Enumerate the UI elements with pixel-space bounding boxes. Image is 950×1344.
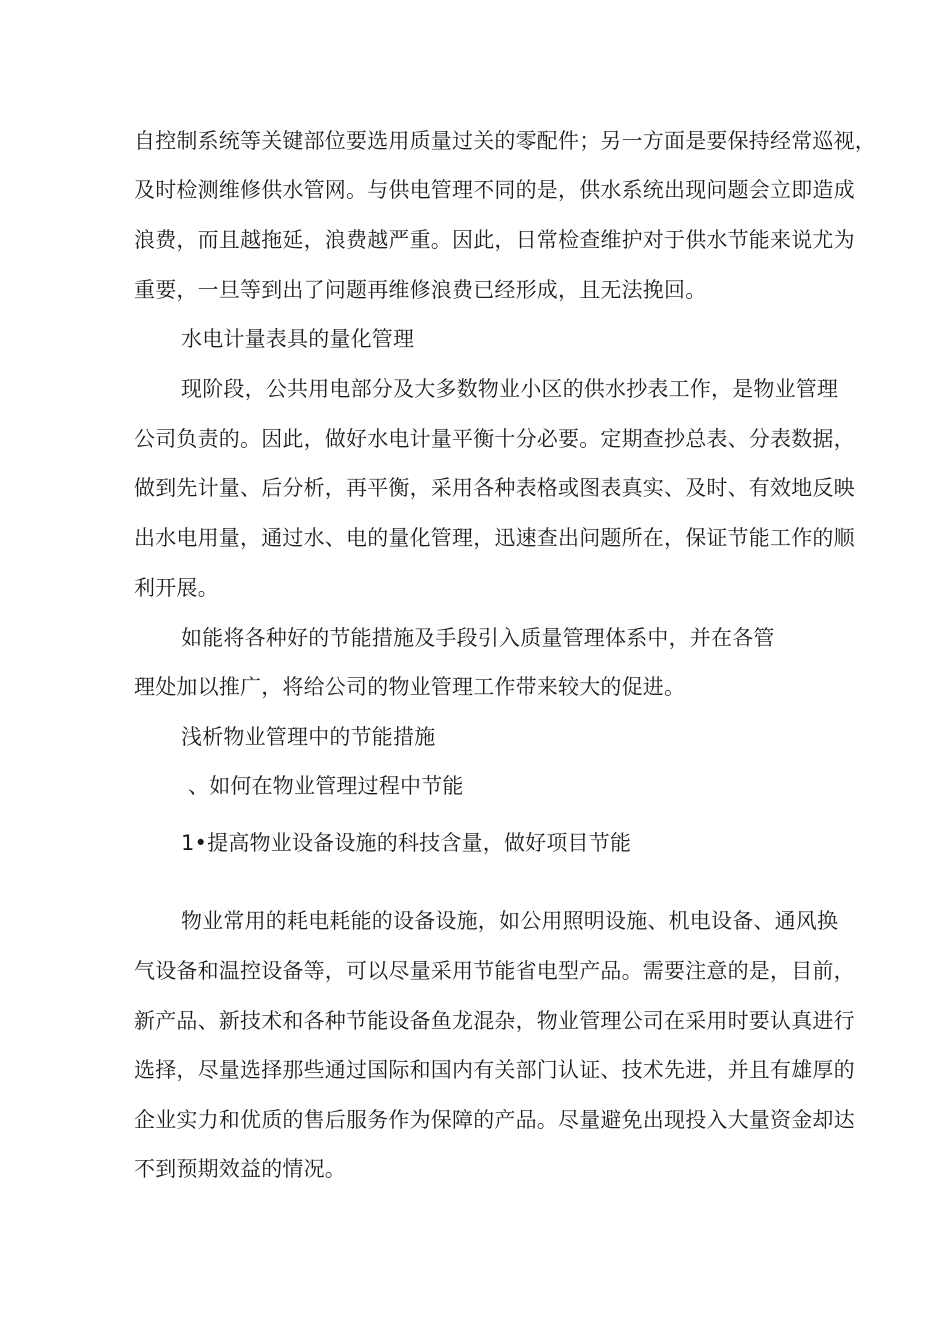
paragraph-2-line-1: 现阶段，公共用电部分及大多数物业小区的供水抄表工作，是物业管理: [181, 377, 839, 401]
paragraph-1-line-4: 重要，一旦等到出了问题再维修浪费已经形成，且无法挽回。: [134, 278, 707, 302]
paragraph-4-line-2: 气设备和温控设备等，可以尽量采用节能省电型产品。需要注意的是，目前，: [134, 959, 855, 983]
subsection-heading-how-to-save: 、如何在物业管理过程中节能: [188, 774, 464, 798]
numbered-heading-1: 1•提高物业设备设施的科技含量，做好项目节能: [181, 831, 632, 855]
paragraph-2-line-5: 利开展。: [134, 576, 219, 600]
paragraph-1-line-3: 浪费，而且越拖延，浪费越严重。因此，日常检查维护对于供水节能来说尤为: [134, 228, 855, 252]
paragraph-3-line-1: 如能将各种好的节能措施及手段引入质量管理体系中，并在各管: [181, 626, 775, 650]
paragraph-1-line-1: 自控制系统等关键部位要选用质量过关的零配件；另一方面是要保持经常巡视，: [134, 129, 876, 153]
paragraph-2-line-4: 出水电用量，通过水、电的量化管理，迅速查出问题所在，保证节能工作的顺: [134, 526, 855, 550]
paragraph-2-line-3: 做到先计量、后分析，再平衡，采用各种表格或图表真实、及时、有效地反映: [134, 476, 855, 500]
paragraph-4-line-4: 选择，尽量选择那些通过国际和国内有关部门认证、技术先进，并且有雄厚的: [134, 1058, 855, 1082]
section-heading-meter-management: 水电计量表具的量化管理: [181, 327, 415, 351]
paragraph-4-line-5: 企业实力和优质的售后服务作为保障的产品。尽量避免出现投入大量资金却达: [134, 1108, 855, 1132]
paragraph-4-line-1: 物业常用的耗电耗能的设备设施，如公用照明设施、机电设备、通风换: [181, 909, 839, 933]
paragraph-3-line-2: 理处加以推广，将给公司的物业管理工作带来较大的促进。: [134, 675, 686, 699]
paragraph-2-line-2: 公司负责的。因此，做好水电计量平衡十分必要。定期查抄总表、分表数据，: [134, 427, 855, 451]
paragraph-4-line-3: 新产品、新技术和各种节能设备鱼龙混杂，物业管理公司在采用时要认真进行: [134, 1009, 855, 1033]
section-heading-energy-measures: 浅析物业管理中的节能措施: [181, 725, 436, 749]
paragraph-1-line-2: 及时检测维修供水管网。与供电管理不同的是，供水系统出现问题会立即造成: [134, 178, 855, 202]
paragraph-4-line-6: 不到预期效益的情况。: [134, 1157, 346, 1181]
